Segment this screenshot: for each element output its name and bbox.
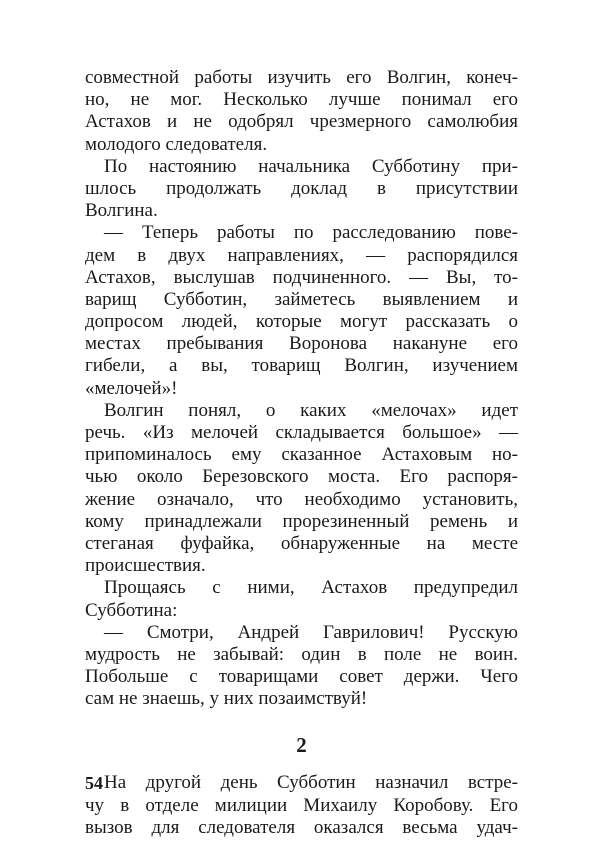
- text-line: чью около Березовского моста. Его распоря-: [85, 466, 518, 488]
- text-line: По настоянию начальника Субботину при-: [104, 155, 518, 177]
- section-number: 2: [296, 733, 307, 758]
- text-line: сам не знаешь, у них позаимствуй!: [85, 688, 368, 710]
- text-line: молодого следователя.: [85, 133, 268, 155]
- text-line: припоминалось ему сказанное Астаховым но-: [85, 444, 518, 466]
- text-line: гибели, а вы, товарищ Волгин, изучением: [85, 355, 518, 377]
- paragraph: [85, 400, 518, 578]
- text-line: — Теперь работы по расследованию пове-: [104, 222, 518, 244]
- text-after-section: [85, 772, 518, 839]
- text-line: Субботина:: [85, 599, 178, 621]
- text-line: дем в двух направлениях, — распорядился: [85, 244, 518, 266]
- text-line: На другой день Субботин назначил встре-: [104, 772, 518, 794]
- text-line: Волгин понял, о каких «мелочах» идет: [104, 399, 518, 421]
- text-line: жение означало, что необходимо установить,: [85, 488, 518, 510]
- paragraph: [85, 67, 518, 156]
- paragraph: [85, 156, 518, 223]
- text-line: Побольше с товарищами совет держи. Чего: [85, 666, 518, 688]
- page-number: 54: [85, 773, 103, 793]
- text-line: стеганая фуфайка, обнаруженные на месте: [85, 532, 518, 554]
- text-line: допросом людей, которые могут рассказать о: [85, 311, 518, 333]
- paragraph: [85, 772, 518, 839]
- text-before-section: [85, 67, 518, 710]
- text-line: варищ Субботин, займетесь выявлением и: [85, 288, 518, 310]
- paragraph: [85, 577, 518, 621]
- text-line: совместной работы изучить его Волгин, конеч-: [85, 67, 518, 88]
- text-line: вызов для следователя оказался весьма удач-: [85, 816, 518, 838]
- text-line: кому принадлежали прорезиненный ремень и: [85, 510, 518, 532]
- text-line: — Смотри, Андрей Гаврилович! Русскую: [104, 621, 518, 643]
- text-line: речь. «Из мелочей складывается большое» —: [85, 422, 518, 443]
- text-line: Астахов и не одобрял чрезмерного самолюбия: [85, 111, 518, 133]
- text-line: Волгина.: [85, 200, 158, 222]
- page-text-block: [85, 67, 518, 839]
- text-line: происшествия.: [85, 555, 206, 577]
- text-line: но, не мог. Несколько лучше понимал его: [85, 89, 518, 111]
- text-line: Астахов, выслушав подчиненного. — Вы, то-: [85, 266, 518, 288]
- text-line: чу в отделе милиции Михаилу Коробову. Его: [85, 794, 518, 816]
- text-line: местах пребывания Воронова накануне его: [85, 333, 518, 355]
- text-line: «мелочей»!: [85, 377, 178, 399]
- paragraph: [85, 622, 518, 711]
- paragraph: [85, 222, 518, 400]
- text-line: мудрость не забывай: один в поле не воин.: [85, 643, 518, 665]
- text-line: Прощаясь с ними, Астахов предупредил: [104, 577, 518, 599]
- text-line: шлось продолжать доклад в присутствии: [85, 177, 518, 199]
